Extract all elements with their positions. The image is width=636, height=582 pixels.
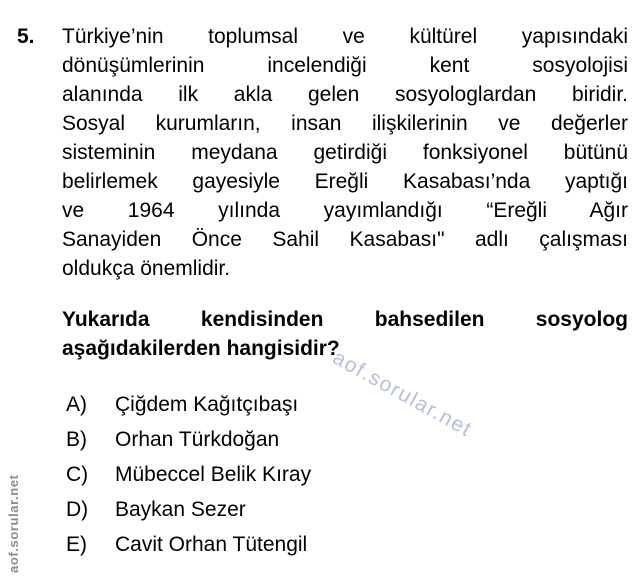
option-b: [62, 422, 628, 457]
option-d: [62, 492, 628, 527]
vertical-watermark-text: aof.sorular.net: [6, 474, 21, 573]
option-e-text: Cavit Orhan Tütengil: [115, 533, 308, 556]
option-b-text: Orhan Türkdoğan: [115, 428, 280, 451]
option-c-text: Mübeccel Belik Kıray: [115, 463, 312, 486]
option-d-label: D): [66, 498, 89, 521]
option-a-text: Çiğdem Kağıtçıbaşı: [115, 393, 299, 416]
question-body: [62, 22, 628, 283]
question-prompt-line: aşağıdakilerden hangisidir?: [62, 337, 340, 360]
question-body-line: alanında ilk akla gelen sosyologlardan biridir.: [62, 83, 628, 106]
option-a-label: A): [66, 393, 87, 416]
question-prompt: [62, 305, 628, 363]
option-b-label: B): [66, 428, 87, 451]
question-body-line: sisteminin meydana getirdiği fonksiyonel bütünü: [62, 141, 628, 164]
question-body-line: Sosyal kurumların, insan ilişkilerinin ve değerler: [62, 112, 628, 135]
question-body-line: oldukça önemlidir.: [62, 257, 231, 280]
question-body-line: ve 1964 yılında yayımlandığı “Ereğli Ağır: [62, 199, 628, 222]
option-e: [62, 527, 628, 562]
question-prompt-line: Yukarıda kendisinden bahsedilen sosyolog: [62, 308, 628, 331]
options-list: [62, 387, 628, 562]
option-d-text: Baykan Sezer: [115, 498, 246, 521]
option-a: [62, 387, 628, 422]
option-e-label: E): [66, 533, 87, 556]
option-c-label: C): [66, 463, 89, 486]
question-body-line: belirlemek gayesiyle Ereğli Kasabası’nda yaptığı: [62, 170, 628, 193]
option-c: [62, 457, 628, 492]
question-body-line: Türkiye’nin toplumsal ve kültürel yapısındaki: [62, 25, 628, 48]
diagonal-watermark-text: aof.sorular.net: [328, 346, 477, 442]
question-number: 5.: [17, 25, 35, 48]
question-body-line: dönüşümlerinin incelendiği kent sosyolojisi: [62, 54, 628, 77]
question-body-line: Sanayiden Önce Sahil Kasabası" adlı çalışması: [62, 228, 628, 251]
